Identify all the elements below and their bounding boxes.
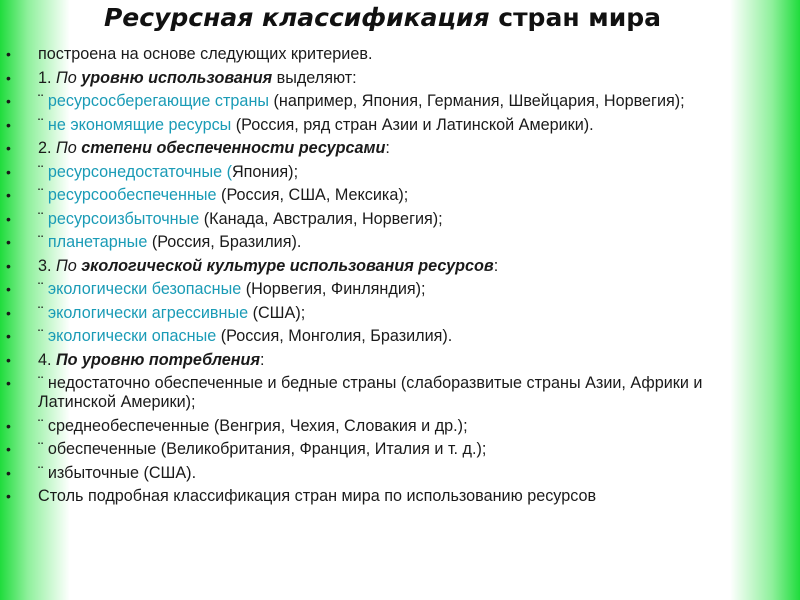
list-item bbox=[0, 374, 800, 412]
item-text-segment: По уровню потребления bbox=[56, 350, 260, 369]
item-text-segment: уровню использования bbox=[81, 68, 273, 87]
item-text-segment: ресурсоизбыточные bbox=[47, 209, 200, 228]
bullet-icon: • bbox=[6, 441, 11, 457]
bullet-icon: • bbox=[6, 417, 11, 434]
item-text-segment: ¨ bbox=[38, 303, 48, 322]
item-text-segment: Япония); bbox=[231, 162, 299, 181]
list-item bbox=[0, 116, 800, 135]
item-text-segment: не экономящие ресурсы bbox=[47, 115, 232, 134]
item-text-segment: экологической культуре использования ресурсов bbox=[81, 256, 494, 275]
bullet-icon: • bbox=[6, 69, 11, 86]
item-text-segment: планетарные bbox=[47, 233, 148, 251]
bullet-icon: • bbox=[6, 187, 11, 203]
item-text-segment: (Норвегия, Финляндия); bbox=[241, 280, 426, 298]
bullet-icon: • bbox=[6, 163, 11, 180]
item-text-segment: ¨ bbox=[38, 280, 48, 298]
list-item bbox=[0, 69, 800, 88]
bullet-icon: • bbox=[6, 328, 11, 344]
item-text-segment: : bbox=[493, 256, 499, 275]
item-text-segment: ¨ bbox=[38, 186, 48, 204]
item-text-segment: ¨ bbox=[38, 327, 48, 345]
slide-title bbox=[0, 3, 765, 32]
item-text-segment: (Россия, Монголия, Бразилия). bbox=[216, 327, 453, 345]
item-text-segment: 4. bbox=[38, 350, 56, 369]
list-item bbox=[0, 351, 800, 370]
bullet-icon: • bbox=[6, 351, 11, 368]
item-text-segment: экологически безопасные bbox=[47, 280, 242, 298]
bullet-icon: • bbox=[6, 210, 11, 227]
item-text-segment: ¨ bbox=[38, 115, 48, 134]
item-text-segment: ¨ bbox=[38, 162, 48, 181]
item-text-segment: Столь подробная классификация стран мира по использованию ресурсов bbox=[38, 487, 597, 505]
item-text-segment: ¨ bbox=[38, 233, 48, 251]
bullet-icon: • bbox=[6, 116, 11, 133]
bullet-icon: • bbox=[6, 93, 11, 109]
list-item bbox=[0, 163, 800, 182]
bullet-icon: • bbox=[6, 281, 11, 297]
bullet-icon: • bbox=[6, 464, 11, 481]
item-text-segment: По bbox=[56, 139, 82, 157]
list-item bbox=[0, 186, 800, 205]
list-item bbox=[0, 417, 800, 436]
bullet-icon: • bbox=[6, 140, 11, 156]
list-item bbox=[0, 304, 800, 323]
list-item bbox=[0, 233, 800, 252]
item-text-segment: (Россия, ряд стран Азии и Латинской Америки). bbox=[231, 115, 594, 134]
item-text-segment: : bbox=[259, 350, 265, 369]
list-item bbox=[0, 139, 800, 158]
list-item bbox=[0, 327, 800, 346]
bullet-icon: • bbox=[6, 375, 11, 391]
item-text-segment: ¨ bbox=[38, 209, 48, 228]
item-text-segment: 1. bbox=[38, 68, 56, 87]
item-text-segment: ¨ среднеобеспеченные (Венгрия, Чехия, Словакия и др.); bbox=[38, 416, 468, 435]
list-item bbox=[0, 257, 800, 276]
list-item bbox=[0, 487, 800, 506]
bullet-icon: • bbox=[6, 304, 11, 321]
title-plain-part: стран мира bbox=[489, 3, 662, 32]
item-text-segment: ¨ обеспеченные (Великобритания, Франция, Италия и т. д.); bbox=[38, 440, 487, 458]
bullet-icon: • bbox=[6, 234, 11, 250]
item-text-segment: (Россия, США, Мексика); bbox=[216, 186, 409, 204]
item-text-segment: (например, Япония, Германия, Швейцария, Норвегия); bbox=[269, 92, 685, 110]
list-item bbox=[0, 280, 800, 299]
item-text-segment: (Россия, Бразилия). bbox=[147, 233, 302, 251]
bullet-icon: • bbox=[6, 257, 11, 274]
item-text-segment: ресурсосберегающие страны bbox=[47, 92, 270, 110]
item-text-segment: ¨ bbox=[38, 92, 48, 110]
list-item bbox=[0, 92, 800, 111]
item-text-segment: построена на основе следующих критериев. bbox=[38, 45, 373, 63]
list-item bbox=[0, 210, 800, 229]
bullet-icon: • bbox=[6, 46, 11, 62]
list-item bbox=[0, 440, 800, 459]
list-item bbox=[0, 464, 800, 483]
item-text-segment: степени обеспеченности ресурсами bbox=[81, 139, 386, 157]
item-text-segment: : bbox=[385, 139, 390, 157]
item-text-segment: 2. bbox=[38, 139, 56, 157]
item-text-segment: ресурсонедостаточные ( bbox=[47, 162, 232, 181]
item-text-segment: По bbox=[56, 68, 82, 87]
item-text-segment: экологически опасные bbox=[47, 327, 217, 345]
item-text-segment: (Канада, Австралия, Норвегия); bbox=[199, 209, 443, 228]
list-item bbox=[0, 45, 800, 64]
item-text-segment: ресурсообеспеченные bbox=[47, 186, 217, 204]
item-text-segment: выделяют: bbox=[272, 68, 357, 87]
item-text-segment: ¨ избыточные (США). bbox=[38, 463, 197, 482]
item-text-segment: По bbox=[56, 256, 82, 275]
item-text-segment: экологически агрессивные bbox=[47, 303, 249, 322]
criteria-list bbox=[0, 45, 800, 511]
item-text-segment: 3. bbox=[38, 256, 56, 275]
item-text-segment: (США); bbox=[248, 303, 306, 322]
bullet-icon: • bbox=[6, 488, 11, 504]
item-text-segment: ¨ недостаточно обеспеченные и бедные страны (слаборазвитые страны Азии, Африки и Латинской Америки); bbox=[38, 374, 703, 411]
title-italic-part: Ресурсная классификация bbox=[103, 3, 490, 32]
